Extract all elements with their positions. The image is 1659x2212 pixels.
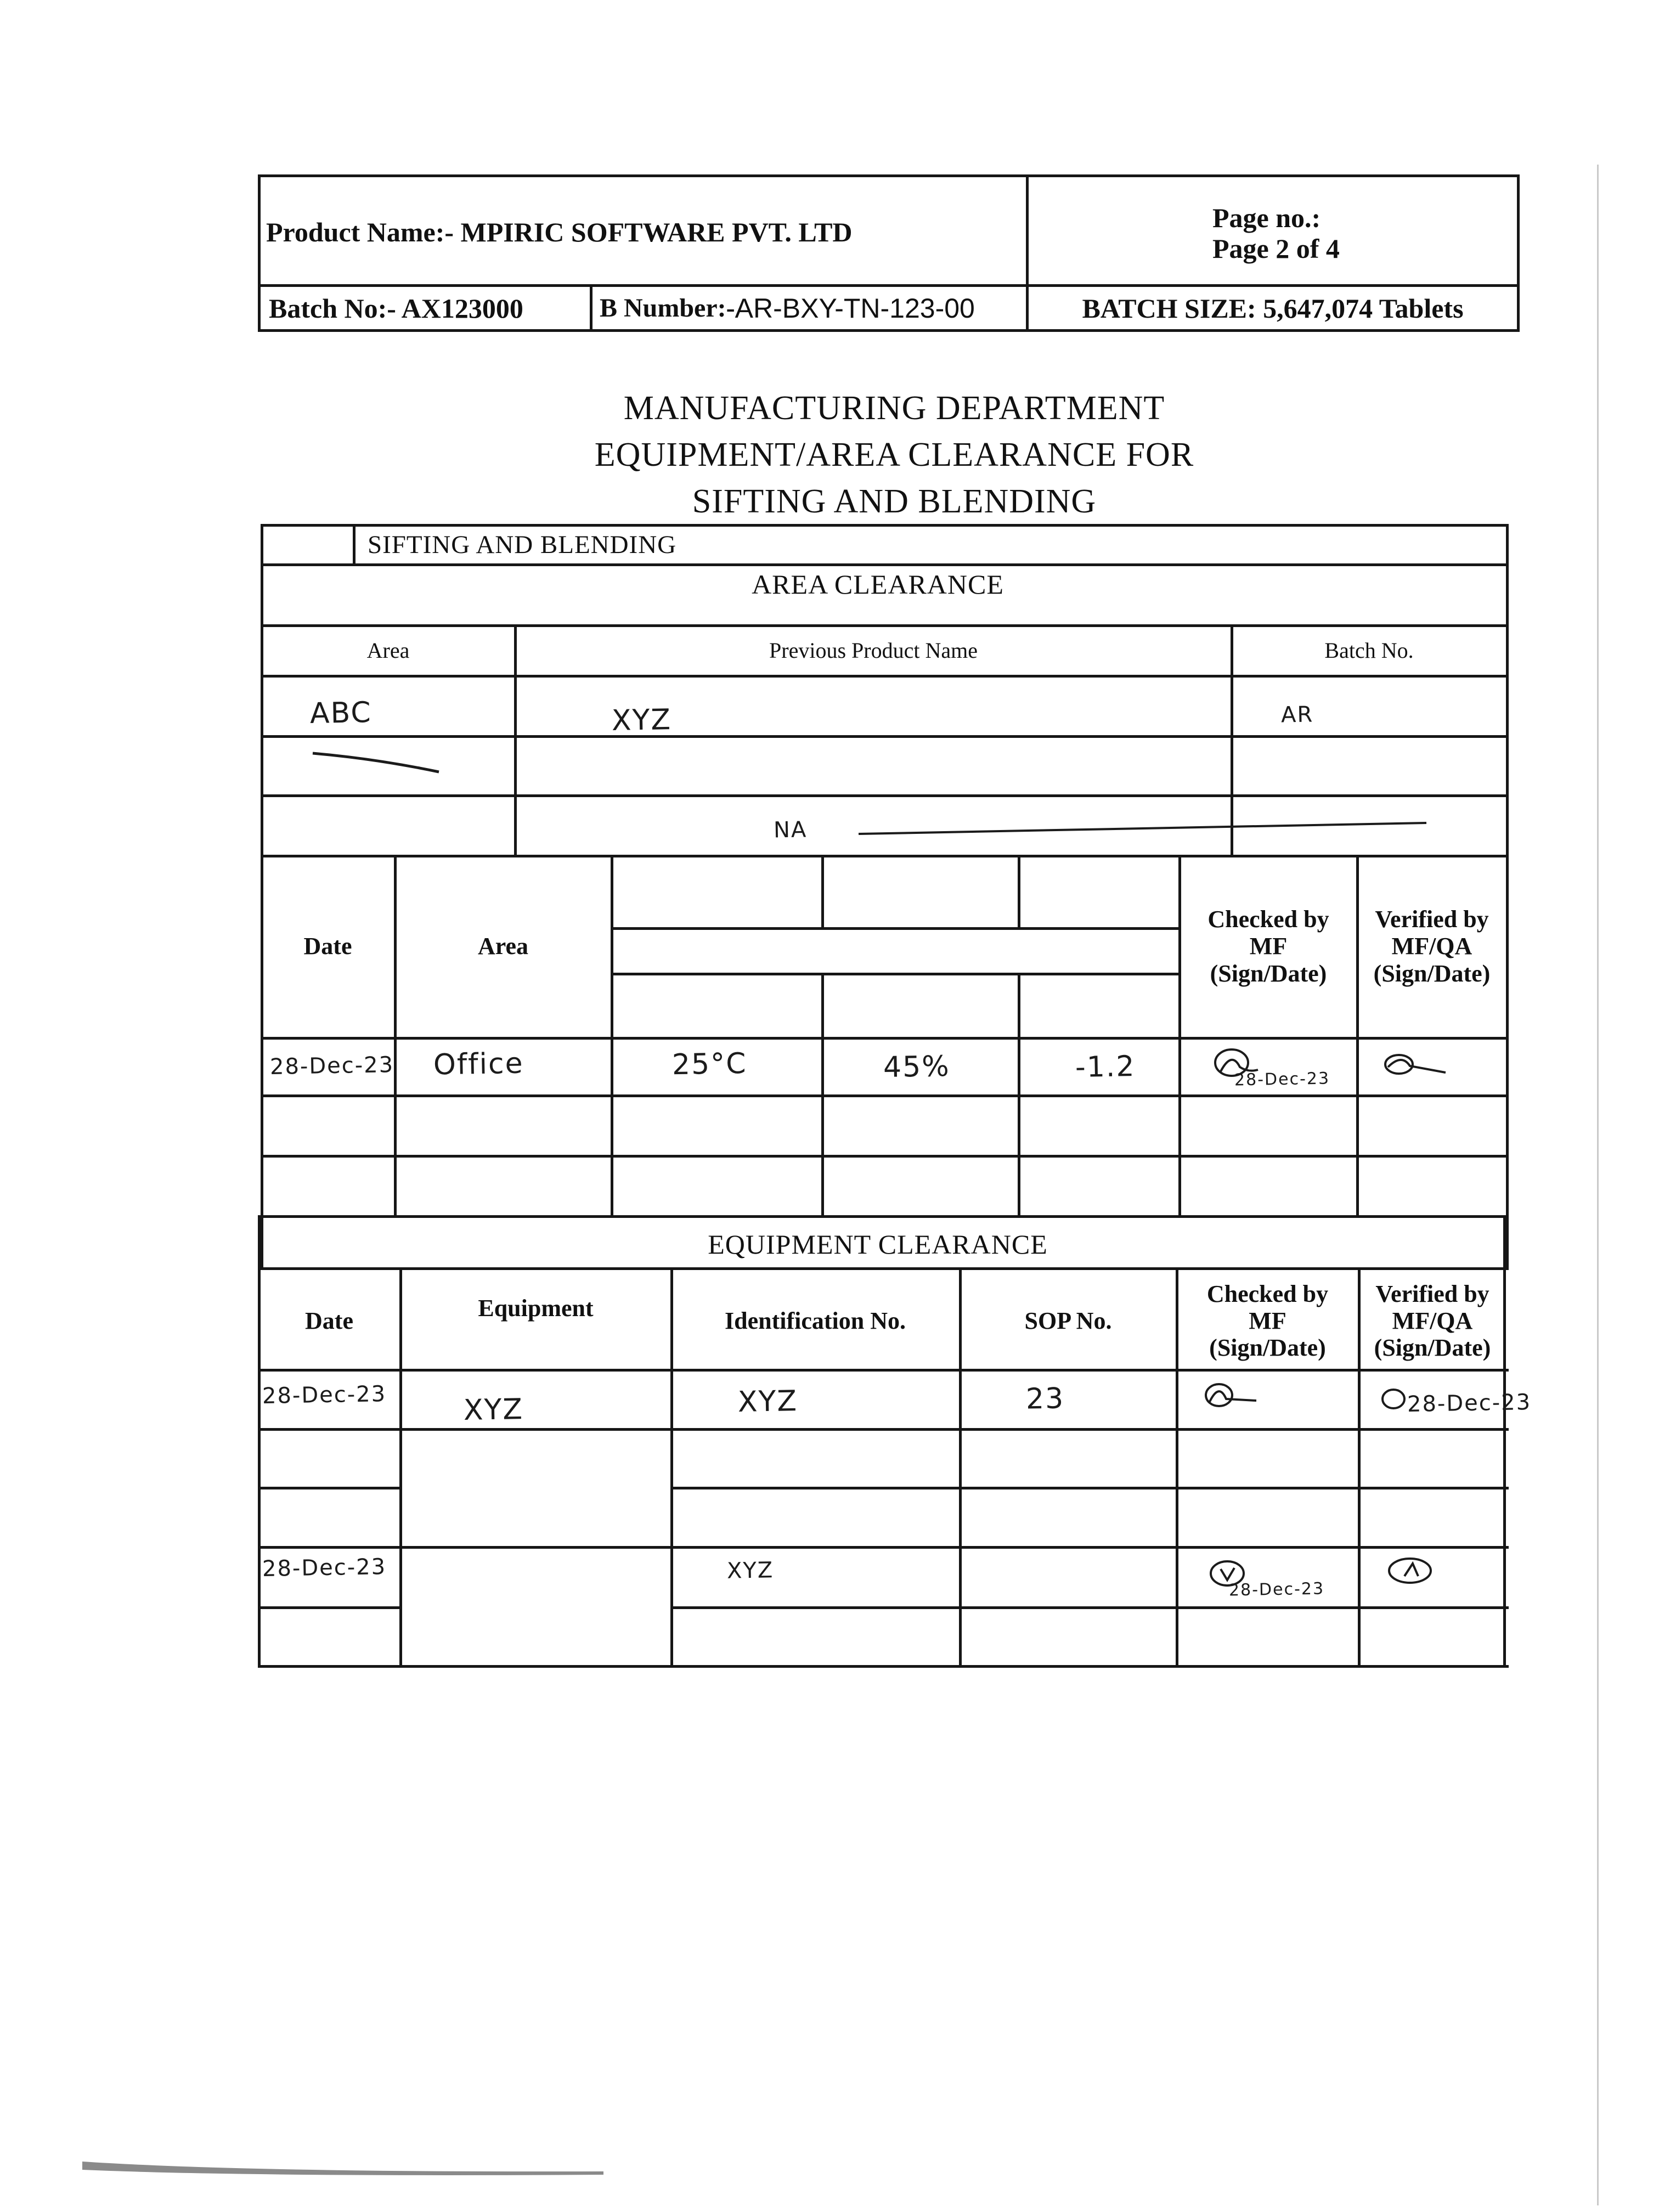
section-label: SIFTING AND BLENDING [368, 531, 677, 560]
previous-product-entry: XYZ [611, 703, 672, 737]
previous-product-header: Previous Product Name [769, 638, 978, 663]
area-header: Area [366, 638, 410, 663]
batch-number: Batch No:- AX123000 [269, 292, 523, 324]
scan-smudge-icon [82, 2156, 631, 2189]
page-label: Page no.: [1212, 202, 1321, 233]
env-area-header: Area [477, 933, 529, 960]
eq-row1-date: 28-Dec-23 [262, 1381, 387, 1409]
title-process: SIFTING AND BLENDING [692, 483, 1097, 521]
eq-row2-verified-signature-icon [1385, 1555, 1440, 1588]
batch-entry: AR [1280, 702, 1314, 728]
eq-verified-header: Verified by MF/QA (Sign/Date) [1374, 1280, 1491, 1362]
eq-row1-sop: 23 [1025, 1382, 1065, 1416]
area-entry: ABC [309, 696, 373, 730]
eq-row2-id: XYZ [726, 1558, 774, 1584]
eq-row2-checked-date: 28-Dec-23 [1228, 1579, 1325, 1600]
b-number-value: AR-BXY-TN-123-00 [735, 292, 975, 324]
na-strike-line-icon [856, 817, 1432, 839]
area-clearance-heading: AREA CLEARANCE [752, 569, 1004, 600]
eq-row2-date: 28-Dec-23 [262, 1554, 387, 1582]
pressure-entry: -1.2 [1075, 1050, 1136, 1084]
eq-row1-id: XYZ [737, 1385, 798, 1419]
batch-size: BATCH SIZE: 5,647,074 Tablets [1082, 292, 1464, 324]
scan-edge-line [1597, 165, 1599, 2205]
b-number-label: B Number:- [600, 293, 735, 323]
product-name: Product Name:- MPIRIC SOFTWARE PVT. LTD [266, 216, 853, 247]
env-date-entry: 28-Dec-23 [269, 1052, 394, 1080]
env-checked-header: Checked by MF (Sign/Date) [1207, 906, 1329, 987]
temperature-entry: 25°C [672, 1047, 747, 1082]
title-department: MANUFACTURING DEPARTMENT [623, 390, 1165, 427]
eq-checked-header: Checked by MF (Sign/Date) [1206, 1280, 1329, 1362]
eq-row1-equipment: XYZ [463, 1393, 524, 1427]
eq-sop-header: SOP No. [1024, 1307, 1112, 1334]
env-checked-date: 28-Dec-23 [1234, 1069, 1330, 1090]
env-date-header: Date [303, 933, 352, 960]
batch-no-header: Batch No. [1324, 638, 1414, 663]
eq-row1-checked-signature-icon [1201, 1380, 1262, 1413]
verified-signature-icon [1380, 1051, 1451, 1084]
eq-equipment-header: Equipment [478, 1295, 594, 1322]
env-verified-header: Verified by MF/QA (Sign/Date) [1373, 906, 1491, 987]
humidity-entry: 45% [883, 1049, 951, 1085]
env-area-entry: Office [433, 1047, 524, 1082]
not-applicable-mark: NA [773, 817, 808, 843]
strike-line-icon [310, 749, 442, 776]
eq-date-header: Date [305, 1307, 353, 1334]
eq-row1-verified-date: 28-Dec-23 [1407, 1390, 1532, 1417]
title-clearance: EQUIPMENT/AREA CLEARANCE FOR [594, 436, 1194, 474]
equipment-clearance-heading: EQUIPMENT CLEARANCE [708, 1229, 1048, 1260]
eq-id-header: Identification No. [725, 1307, 906, 1334]
page-number: Page 2 of 4 [1212, 233, 1340, 264]
